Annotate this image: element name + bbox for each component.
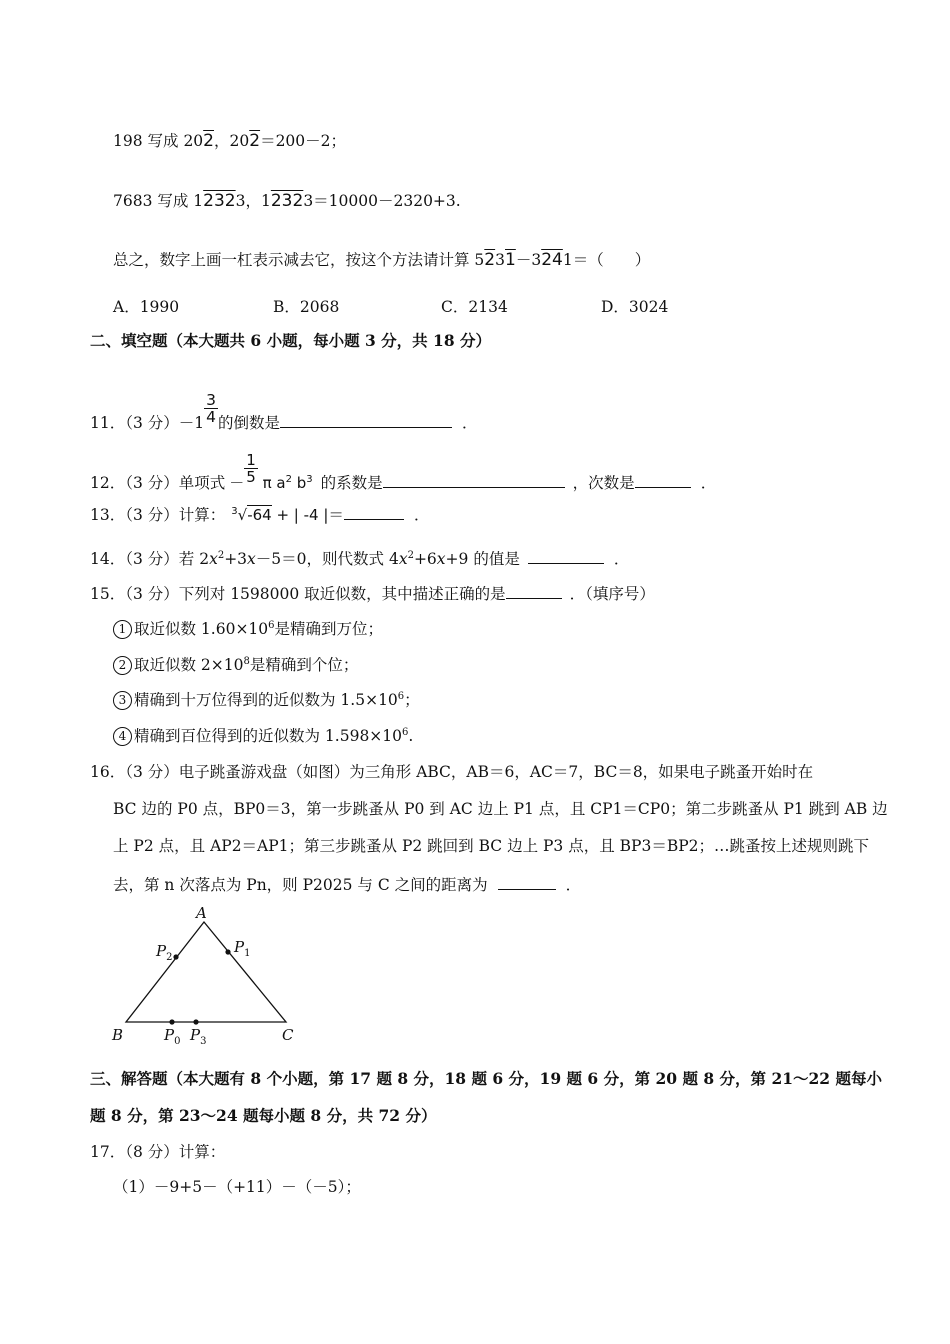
label-a: A bbox=[196, 904, 207, 922]
prev-line-2 bbox=[113, 190, 461, 212]
text: ．（填序号） bbox=[569, 585, 655, 603]
exponent: 3 bbox=[306, 474, 313, 485]
text: 15．（3 分）下列对 1598000 取近似数，其中描述正确的是 bbox=[90, 585, 506, 603]
prev-line-1 bbox=[113, 130, 346, 152]
text: ． bbox=[413, 506, 430, 524]
numerator: 1 bbox=[246, 451, 256, 469]
exponent: 2 bbox=[407, 549, 414, 561]
answer-blank[interactable] bbox=[344, 503, 404, 520]
text: 7683 写成 1 bbox=[113, 192, 204, 210]
question-12 bbox=[90, 452, 716, 494]
circled-number: 2 bbox=[113, 656, 132, 675]
question-number: 11．（3 分）－1 bbox=[90, 414, 205, 432]
text: 是精确到万位； bbox=[274, 620, 384, 638]
answer-blank-coefficient[interactable] bbox=[383, 471, 565, 488]
overlined-digit: 2 bbox=[203, 131, 214, 151]
option-b: B．2068 bbox=[273, 298, 340, 316]
text: 去，第 n 次落点为 Pn，则 P2025 与 C 之间的距离为 bbox=[113, 876, 488, 894]
text: ＝ bbox=[328, 506, 344, 524]
answer-options bbox=[0, 296, 950, 318]
text: ． bbox=[462, 414, 478, 432]
q16-line-2: BC 边的 P0 点，BP0＝3，第一步跳蚤从 P0 到 AC 边上 P1 点，且 CP1＝CP0；第二步跳蚤从 P1 跳到 AB 边 bbox=[113, 800, 888, 818]
triangle-abc bbox=[126, 922, 286, 1022]
exponent: 6 bbox=[397, 690, 405, 702]
text: ． bbox=[565, 876, 582, 894]
question-11 bbox=[90, 392, 478, 434]
denominator: 5 bbox=[246, 468, 256, 486]
q16-line-4 bbox=[113, 873, 581, 896]
circled-number: 4 bbox=[113, 727, 132, 746]
text: ． bbox=[613, 550, 630, 568]
text: 的系数是 bbox=[320, 474, 383, 492]
label-p0: $P_0$ bbox=[164, 1026, 181, 1047]
radicand: -64 bbox=[247, 506, 272, 524]
text: π a bbox=[262, 474, 286, 492]
text: 取近似数 1.60×10 bbox=[134, 620, 269, 638]
expression bbox=[231, 506, 328, 524]
text: 1＝（ ） bbox=[562, 251, 651, 269]
text: 3 bbox=[495, 251, 505, 269]
q15-item-3 bbox=[113, 689, 420, 711]
q16-line-3: 上 P2 点，且 AP2＝AP1；第三步跳蚤从 P2 跳回到 BC 边上 P3 点，且 BP3＝BP2；…跳蚤按上述规则跳下 bbox=[113, 837, 870, 855]
exponent: 6 bbox=[268, 619, 275, 631]
denominator: 4 bbox=[206, 408, 216, 426]
exponent: 6 bbox=[402, 726, 409, 738]
question-14 bbox=[90, 547, 629, 570]
option-d: D．3024 bbox=[601, 298, 669, 316]
variable: x bbox=[398, 550, 408, 568]
point-p3 bbox=[193, 1019, 198, 1024]
circled-number: 3 bbox=[113, 691, 132, 710]
question-number: 12．（3 分）单项式 bbox=[90, 474, 226, 492]
fraction bbox=[244, 452, 258, 485]
answer-blank[interactable] bbox=[280, 411, 452, 428]
q15-item-4 bbox=[113, 725, 413, 747]
variable: x bbox=[209, 550, 218, 568]
answer-blank-degree[interactable] bbox=[635, 471, 691, 488]
exponent: 2 bbox=[285, 474, 292, 485]
question-15 bbox=[90, 582, 655, 605]
text: 总之，数字上画一杠表示减去它，按这个方法请计算 5 bbox=[113, 251, 485, 269]
text: ，20 bbox=[214, 132, 250, 150]
overlined-digit: 1 bbox=[505, 250, 516, 270]
point-p2 bbox=[173, 954, 178, 959]
section-2-heading: 二、填空题（本大题共 6 小题，每小题 3 分，共 18 分） bbox=[90, 331, 492, 350]
monomial bbox=[229, 451, 313, 492]
text: ＝200－2； bbox=[260, 132, 347, 150]
text: ，次数是 bbox=[572, 474, 635, 492]
text: . bbox=[408, 727, 414, 745]
overlined-digit: 2 bbox=[249, 131, 261, 151]
point-p0 bbox=[169, 1019, 174, 1024]
text: +6 bbox=[413, 550, 437, 568]
question-17: 17．（8 分）计算： bbox=[90, 1143, 226, 1161]
text: 3，1 bbox=[235, 192, 271, 210]
option-c: C．2134 bbox=[441, 298, 508, 316]
text: －3 bbox=[515, 251, 542, 269]
label-p1: $P_1$ bbox=[234, 938, 251, 959]
numerator: 3 bbox=[206, 391, 216, 409]
text: 198 写成 20 bbox=[113, 132, 204, 150]
triangle-figure bbox=[100, 900, 320, 1052]
q17-part-1: （1）－9+5－（+11）－（－5）； bbox=[113, 1178, 361, 1196]
text: b bbox=[291, 474, 307, 492]
section-3-heading-line-2: 题 8 分，第 23～24 题每小题 8 分，共 72 分） bbox=[90, 1106, 437, 1125]
exponent: 2 bbox=[217, 549, 225, 561]
exponent: 8 bbox=[243, 655, 250, 667]
text: 3＝10000－2320+3. bbox=[303, 192, 461, 210]
text: ． bbox=[700, 474, 717, 492]
label-p2: $P_2$ bbox=[156, 942, 173, 963]
text: －5＝0，则代数式 4 bbox=[255, 550, 399, 568]
prev-line-3 bbox=[113, 249, 650, 271]
text: 是精确到个位； bbox=[249, 656, 359, 674]
text: 取近似数 2×10 bbox=[134, 656, 244, 674]
option-a: A．1990 bbox=[113, 298, 180, 316]
section-3-heading-line-1: 三、解答题（本大题有 8 个小题，第 17 题 8 分，18 题 6 分，19 题 6 分，第 20 题 8 分，第 21～22 题每小 bbox=[90, 1069, 882, 1088]
answer-blank[interactable] bbox=[506, 582, 562, 599]
overlined-digits: 24 bbox=[541, 250, 563, 270]
question-13 bbox=[90, 503, 429, 526]
variable: x bbox=[436, 550, 446, 568]
q15-item-2 bbox=[113, 654, 358, 676]
point-p1 bbox=[225, 949, 230, 954]
label-p3: $P_3$ bbox=[190, 1026, 207, 1047]
text: 精确到十万位得到的近似数为 1.5×10 bbox=[134, 691, 398, 709]
label-b: B bbox=[112, 1026, 124, 1044]
text: 的倒数是 bbox=[218, 414, 281, 432]
fraction bbox=[204, 392, 218, 425]
overlined-digits: 232 bbox=[203, 191, 236, 211]
text: 14．（3 分）若 2 bbox=[90, 550, 210, 568]
circled-number: 1 bbox=[113, 620, 132, 639]
variable: x bbox=[247, 550, 256, 568]
answer-blank[interactable] bbox=[528, 547, 604, 564]
question-number: 13．（3 分）计算： bbox=[90, 506, 226, 524]
radical-sign: √ bbox=[237, 506, 248, 524]
overlined-digit: 2 bbox=[484, 250, 496, 270]
q16-line-1: 16．（3 分）电子跳蚤游戏盘（如图）为三角形 ABC，AB＝6，AC＝7，BC＝8，如果电子跳蚤开始时在 bbox=[90, 763, 814, 781]
root-index: 3 bbox=[231, 506, 238, 517]
text: + | -4 | bbox=[271, 506, 329, 524]
q15-item-1 bbox=[113, 618, 383, 640]
label-c: C bbox=[282, 1026, 294, 1044]
overlined-digits: 232 bbox=[270, 191, 304, 211]
text: 精确到百位得到的近似数为 1.598×10 bbox=[134, 727, 403, 745]
minus-sign: － bbox=[229, 474, 245, 492]
answer-blank[interactable] bbox=[498, 873, 556, 890]
text: ； bbox=[404, 691, 420, 709]
text: +3 bbox=[224, 550, 248, 568]
text: +9 的值是 bbox=[445, 550, 520, 568]
